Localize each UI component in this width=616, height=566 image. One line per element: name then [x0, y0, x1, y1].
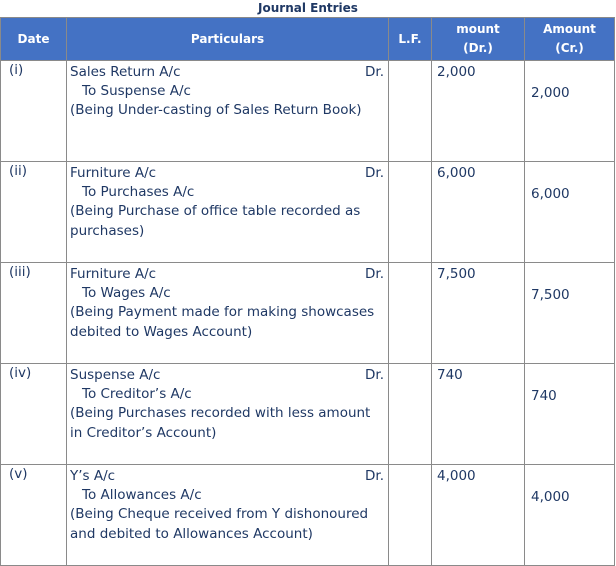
header-debit-line1: mount: [456, 22, 500, 36]
narration: (Being Purchases recorded with less amount in Creditor’s Account): [70, 405, 371, 441]
debit-account: Sales Return A/c: [70, 64, 181, 80]
entry-date: (i): [1, 61, 67, 162]
credit-amount: 7,500: [525, 263, 615, 364]
journal-table: [0, 17, 615, 566]
entry-date: (iv): [1, 364, 67, 465]
debit-account: Suspense A/c: [70, 367, 161, 383]
dr-label: Dr.: [365, 266, 384, 282]
debit-account: Furniture A/c: [70, 266, 157, 282]
credit-account: To Suspense A/c: [82, 83, 191, 100]
debit-amount: 7,500: [432, 263, 525, 364]
debit-account: Furniture A/c: [70, 165, 157, 181]
table-row: [1, 61, 615, 162]
table-row: [1, 364, 615, 465]
credit-account: To Allowances A/c: [82, 487, 202, 504]
table-row: [1, 465, 615, 566]
table-row: [1, 263, 615, 364]
entry-lf: [389, 263, 432, 364]
entry-particulars: [67, 465, 389, 566]
header-particulars: Particulars: [67, 18, 389, 61]
header-credit-line1: Amount: [543, 22, 596, 36]
header-date: Date: [1, 18, 67, 61]
entry-date: (iii): [1, 263, 67, 364]
table-row: [1, 162, 615, 263]
entry-particulars: [67, 162, 389, 263]
entry-lf: [389, 465, 432, 566]
debit-amount: 4,000: [432, 465, 525, 566]
debit-amount: 2,000: [432, 61, 525, 162]
header-row: [1, 18, 615, 61]
entry-lf: [389, 61, 432, 162]
entry-date: (v): [1, 465, 67, 566]
narration: (Being Purchase of office table recorded as purchases): [70, 203, 361, 239]
entry-lf: [389, 364, 432, 465]
entry-lf: [389, 162, 432, 263]
credit-amount: 740: [525, 364, 615, 465]
credit-amount: 2,000: [525, 61, 615, 162]
journal-title: Journal Entries: [258, 1, 358, 15]
header-credit-line2: (Cr.): [555, 41, 584, 55]
credit-amount: 6,000: [525, 162, 615, 263]
entry-particulars: [67, 61, 389, 162]
credit-account: To Wages A/c: [82, 285, 171, 302]
header-credit-amount: [525, 18, 615, 61]
entry-particulars: [67, 263, 389, 364]
debit-amount: 6,000: [432, 162, 525, 263]
dr-label: Dr.: [365, 64, 384, 80]
header-debit-line2: (Dr.): [463, 41, 493, 55]
credit-amount: 4,000: [525, 465, 615, 566]
header-lf: L.F.: [389, 18, 432, 61]
dr-label: Dr.: [365, 165, 384, 181]
narration: (Being Under-casting of Sales Return Book): [70, 102, 362, 119]
debit-account: Y’s A/c: [70, 468, 116, 484]
dr-label: Dr.: [365, 367, 384, 383]
dr-label: Dr.: [365, 468, 384, 484]
narration: (Being Cheque received from Y dishonoured and debited to Allowances Account): [70, 506, 369, 542]
header-debit-amount: [432, 18, 525, 61]
credit-account: To Creditor’s A/c: [82, 386, 192, 403]
narration: (Being Payment made for making showcases debited to Wages Account): [70, 304, 375, 340]
debit-amount: 740: [432, 364, 525, 465]
entry-date: (ii): [1, 162, 67, 263]
entry-particulars: [67, 364, 389, 465]
credit-account: To Purchases A/c: [82, 184, 195, 201]
